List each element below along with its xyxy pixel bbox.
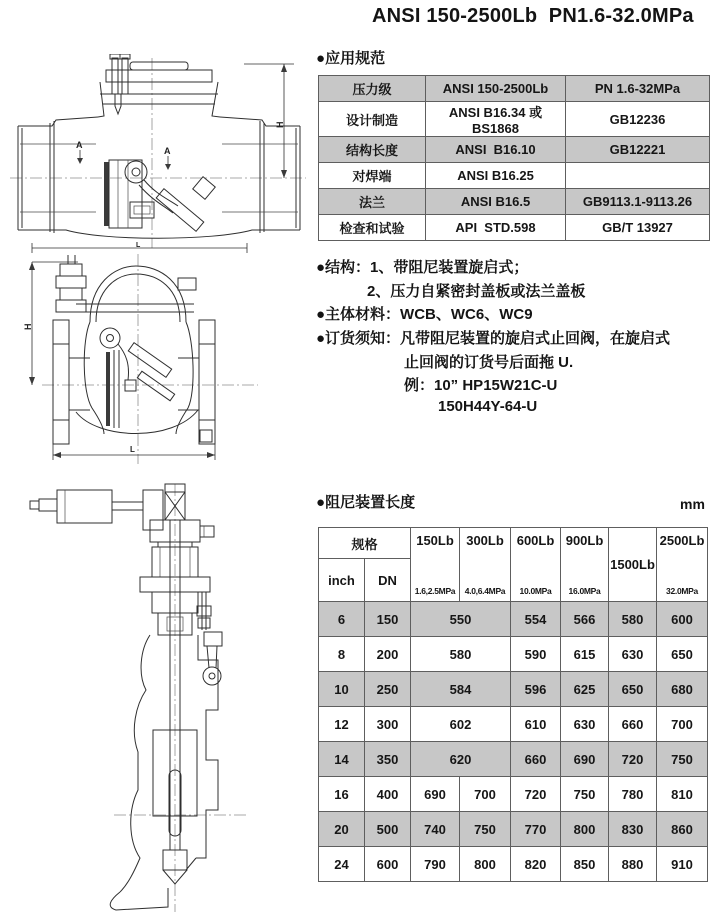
spec-ansi: ANSI B16.5 [426, 189, 566, 215]
bullet-icon: ● [316, 494, 326, 511]
table-row: 10 250 584 596 625 650 680 [319, 672, 708, 707]
damping-device-drawing [18, 480, 253, 918]
dim-l-top-label: L [136, 242, 141, 249]
table-row [319, 215, 710, 241]
spec-ansi: API STD.598 [426, 215, 566, 241]
note-ordering-2: 止回阀的订货号后面拖 U. [404, 354, 574, 371]
spec-gb: GB9113.1-9113.26 [566, 189, 710, 215]
class-1500lb: 1500Lb [609, 528, 657, 602]
note-structure-1: ●结构：1、带阻尼装置旋启式； [316, 259, 529, 276]
table-row: 8 200 580 590 615 630 650 [319, 637, 708, 672]
class-2500lb: 2500Lb 32.0MPa [657, 528, 708, 602]
spec-label: 结构长度 [319, 137, 426, 163]
note-ordering-4: 150H44Y-64-U [438, 398, 538, 415]
table-row: 20 500 740 750 770 800 830 860 [319, 812, 708, 847]
bullet-icon: ● [316, 50, 326, 67]
damping-length-table [318, 527, 708, 882]
spec-ansi: ANSI 150-2500Lb [426, 76, 566, 102]
class-150lb: 150Lb 1.6,2.5MPa [411, 528, 460, 602]
spec-label: 法兰 [319, 189, 426, 215]
header-row-class [319, 528, 708, 559]
table-row [319, 137, 710, 163]
spec-label: 压力级 [319, 76, 426, 102]
spec-ansi: ANSI B16.25 [426, 163, 566, 189]
page-title: ANSI 150-2500Lb PN1.6-32.0MPa [372, 5, 694, 27]
table-row [319, 102, 710, 137]
application-spec-table [318, 75, 710, 241]
dn-header: DN [365, 559, 411, 602]
table-row: 14 350 620 660 690 720 750 [319, 742, 708, 777]
spec-ansi: ANSI B16.34 或 BS1868 [426, 102, 566, 137]
flanged-check-valve-drawing [18, 242, 268, 480]
table-row [319, 76, 710, 102]
unit-label: mm [680, 496, 705, 512]
inch-header: inch [319, 559, 365, 602]
damping-heading: ●阻尼装置长度 [316, 494, 416, 511]
dim-l2-label: L [130, 445, 135, 454]
spec-header: 规格 [319, 528, 411, 559]
note-ordering-1: ●订货须知：凡带阻尼装置的旋启式止回阀，在旋启式 [316, 330, 671, 347]
weld-end-check-valve-drawing [8, 54, 310, 252]
spec-gb: GB/T 13927 [566, 215, 710, 241]
spec-label: 对焊端 [319, 163, 426, 189]
table-row: 6 150 550 554 566 580 600 [319, 602, 708, 637]
class-600lb: 600Lb 10.0MPa [511, 528, 561, 602]
note-material: ●主体材料：WCB、WC6、WC9 [316, 306, 533, 323]
dim-h-label: H [275, 121, 285, 128]
table-row: 12 300 602 610 630 660 700 [319, 707, 708, 742]
section-a-left-label: A [76, 140, 83, 150]
table-row [319, 189, 710, 215]
table-row: 24 600 790 800 820 850 880 910 [319, 847, 708, 882]
note-ordering-3: 例：10” HP15W21C-U [404, 377, 558, 394]
class-900lb: 900Lb 16.0MPa [561, 528, 609, 602]
spec-gb: GB12236 [566, 102, 710, 137]
spec-gb: GB12221 [566, 137, 710, 163]
table-row [319, 163, 710, 189]
spec-gb [566, 163, 710, 189]
spec-ansi: ANSI B16.10 [426, 137, 566, 163]
application-spec-heading: ●应用规范 [316, 50, 386, 67]
section-a-right-label: A [164, 146, 171, 156]
class-300lb: 300Lb 4.0,6.4MPa [460, 528, 511, 602]
table-row: 16 400 690 700 720 750 780 810 [319, 777, 708, 812]
spec-label: 检查和试验 [319, 215, 426, 241]
dim-h2-label: H [23, 323, 33, 330]
note-structure-2: 2、压力自紧密封盖板或法兰盖板 [367, 283, 586, 300]
spec-label: 设计制造 [319, 102, 426, 137]
spec-gb: PN 1.6-32MPa [566, 76, 710, 102]
